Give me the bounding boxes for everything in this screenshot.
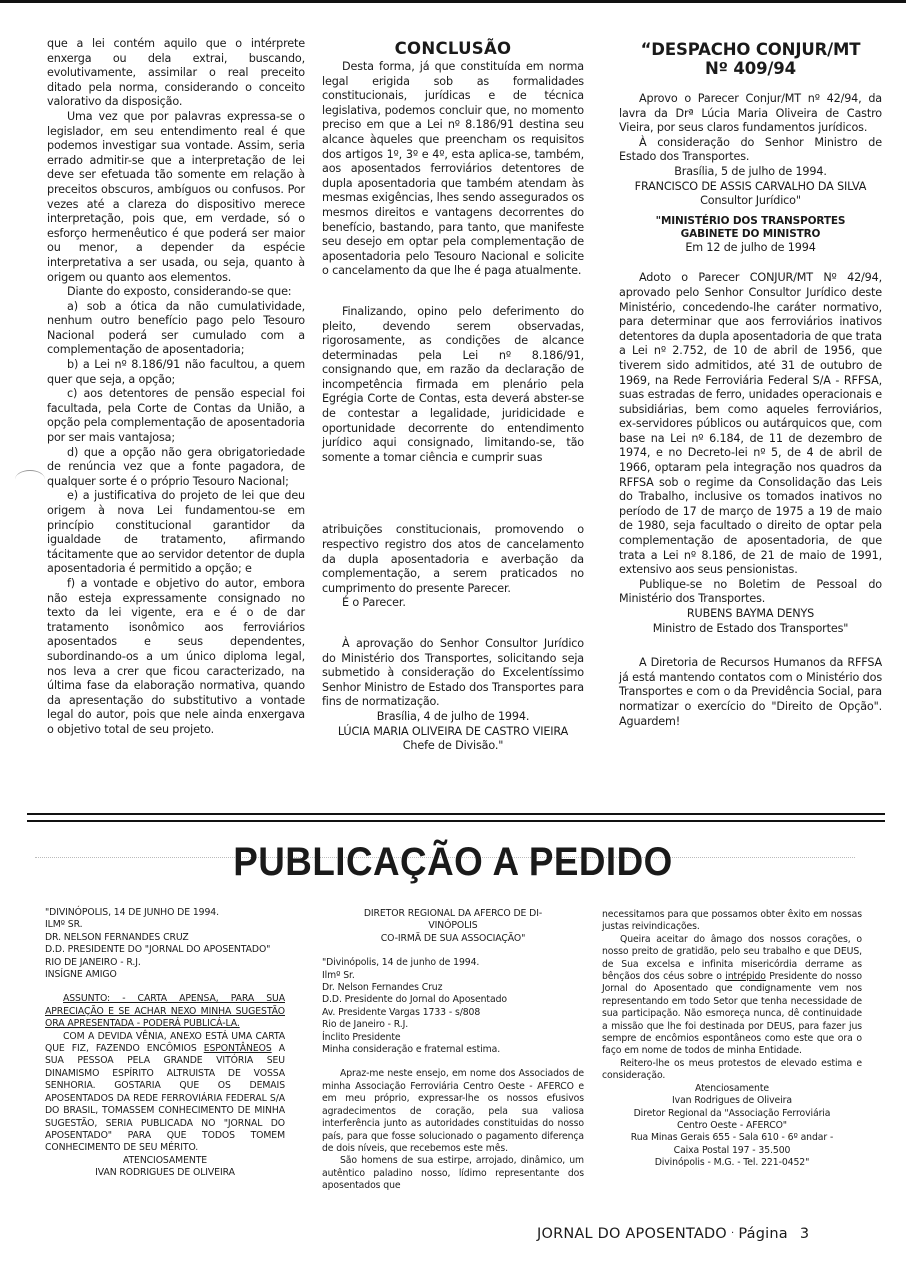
letter-header-line: Minha consideração e fraternal estima. xyxy=(322,1044,501,1056)
paragraph: À consideração do Senhor Ministro de Estado dos Transportes. xyxy=(619,135,882,164)
closing-line: Ivan Rodrigues de Oliveira xyxy=(672,1095,792,1107)
ministry-date: Em 12 de julho de 1994 xyxy=(685,240,816,254)
minister-name: RUBENS BAYMA DENYS xyxy=(686,607,815,620)
list-item-c: c) aos detentores de pensão especial foi facultada, pela Corte de Contas da União, a opção pela complementação de aposentadoria por ser mais vantajosa; xyxy=(47,387,305,445)
conclusion-heading: CONCLUSÃO xyxy=(394,39,512,58)
paragraph: necessitamos para que possamos obter êxito em nossas justas reivindicações. xyxy=(602,909,862,933)
closing-line: Centro Oeste - AFERCO" xyxy=(677,1119,787,1131)
signature-role: Consultor Jurídico" xyxy=(700,194,801,208)
letter-column-left xyxy=(45,907,285,1180)
paragraph: Publique-se no Boletim de Pessoal do Ministério dos Transportes. xyxy=(619,577,882,606)
letter-header-line: D.D. PRESIDENTE DO "JORNAL DO APOSENTADO" xyxy=(45,944,271,956)
article-column-right xyxy=(619,40,882,729)
signature-name: IVAN RODRIGUES DE OLIVEIRA xyxy=(95,1167,235,1179)
underlined-text: ESPONTÂNEOS xyxy=(203,1043,272,1055)
list-item-a: a) sob a ótica da não cumulatividade, nenhum outro benefício pago pelo Tesouro Nacional poderá ser cumulado com a complementação de aposentadoria; xyxy=(47,299,305,357)
paragraph: Adoto o Parecer CONJUR/MT Nº 42/94, aprovado pelo Senhor Consultor Jurídico deste Ministério, concedendo-lhe caráter normativo, para determinar que aos ferroviários inativos detentores da dupla aposentadoria de que trata a Lei nº 2.752, de 10 de abril de 1956, que tiverem sido admitidos, até 31 de outubro de 1969, na Rede Ferroviária Federal S/A - RFFSA, suas estradas de ferro, unidades operacionais e subsidiárias, bem como aqueles ferroviários, ex-servidores públicos ou autárquicos que, com base na Lei nº 6.184, de 11 de dezembro de 1974, e no Decreto-lei nº 5, de 4 de abril de 1966, optaram pela integração nos quadros da RFFSA sob o regime da Consolidação das Leis do Trabalho, inclusive os tomados inativos no período de 17 de março de 1975 a 19 de maio de 1980, seja facultado o direito de optar pela complementação de aposentadoria, de que trata a Lei nº 8.186, de 21 de maio de 1991, extensivo aos seus pensionistas. xyxy=(619,271,882,577)
minister-role: Ministro de Estado dos Transportes" xyxy=(652,621,849,635)
closing: ATENCIOSAMENTE xyxy=(122,1154,208,1166)
closing-line: Atenciosamente xyxy=(694,1082,769,1094)
heading-line: “DESPACHO CONJUR/MT xyxy=(640,40,861,59)
paper-mark xyxy=(15,470,45,489)
ministry-heading xyxy=(619,215,882,241)
paragraph: Uma vez que por palavras expressa-se o legislador, em seu entendimento real é que podemos investigar sua vontade. Assim, seria errado admitir-se que a interpretação de lei deve ser efetuada tão somente em relação à preceitos obscuros, ambíguos ou confusos. Por vezes até a clareza do dispositivo merece interpretação, pois que, em verdade, só o esforço hermenêutico é que poderá ser maior ou menor, a depender da espécie interpretativa a ser usada, ou seja, quanto à origem ou quanto aos elementos. xyxy=(47,109,305,284)
text-run: A SUA PESSOA PELA GRANDE VITÓRIA SEU DINAMISMO ESPÍRITO ALTRUISTA DE VOSSA SENHORIA. GOSTARIA QUE OS DEMAIS APOSENTADOS DA REDE FERROVIÁRIA FEDERAL S/A DO BRASIL, TOMASSEM CONHECIMENTO DE MINHA SUGESTÃO, SERIA PUBLICADA NO "JORNAL DO APOSENTADO" PARA QUE TODOS TOMEM CONHECIMENTO DE SEU MÉRITO. xyxy=(45,1043,285,1154)
paragraph: Finalizando, opino pelo deferimento do pleito, devendo serem observadas, rigorosamente, as condições de alcance determinadas pela Lei nº 8.186/91, consignando que, em razão da declaração de incompetência firmada em plenário pela Egrégia Corte de Contas, esta deverá abster-se de contestar a legalidade, juridicidade e oportunidade decorrente do entendimento jurídico aqui consignado, limitando-se, tão somente a tomar ciência e cumprir suas xyxy=(322,304,584,464)
paragraph: Diante do exposto, considerando-se que: xyxy=(67,285,292,299)
letter-header-line: "DIVINÓPOLIS, 14 DE JUNHO DE 1994. xyxy=(45,907,219,918)
list-item-f: f) a vontade e objetivo do autor, embora não esteja expressamente consignado no texto da lei vigente, era e é o de dar tratamento isonômico aos ferroviários aposentados e seus dependentes, subordinando-os a um único diploma legal, nos leva a crer que ficou caracterizado, na última fase da elaboração normativa, quando da apresentação do substitutivo a vontade legal do autor, pois que nele ainda enxergava o objetivo total de seu projeto. xyxy=(47,576,305,736)
heading-line: GABINETE DO MINISTRO xyxy=(680,227,821,240)
paragraph: São homens de sua estirpe, arrojado, dinâmico, um autêntico paladino nosso, lídimo representante dos aposentados que xyxy=(322,1155,584,1192)
page-label: Página xyxy=(738,1226,788,1242)
underlined-text: intrépido xyxy=(725,971,766,983)
text-run: COM A DEVIDA VÊNIA, ANEXO ESTÁ UMA CARTA QUE FIZ, FAZENDO ENCÔMIOS xyxy=(45,1030,285,1055)
text-run: Queira aceitar do âmago dos nossos corações, o nosso preito de gratidão, pelo seu trabalho e que DEUS, de Sua excelsa e infinita misericórdia derrame as bênçãos dos céus sobre o xyxy=(602,933,862,983)
paragraph xyxy=(602,934,862,1058)
paragraph: Desta forma, já que constituída em norma legal erigida sob as formalidades constitucionais, jurídicas e de técnica legislativa, podemos concluir que, no momento preciso em que a Lei nº 8.186/91 destina seu alcance àqueles que preencham os requisitos dos artigos 1º, 3º e 4º, esta aplica-se, também, aos aposentados ferroviários detentores de dupla aposentadoria que também atendam às mesmas exigências, lhes sendo assegurados os mesmos direitos e vantagens decorrentes do benefício, bastando, para tanto, que manifeste seu desejo em optar pela complementação de aposentadoria pelo Tesouro Nacional e solicite o cancelamento da que lhe é paga atualmente. xyxy=(322,60,584,278)
heading-line: "MINISTÉRIO DOS TRANSPORTES xyxy=(655,214,846,227)
letter-subject xyxy=(45,993,285,1030)
letter-header-line: "Divinópolis, 14 de junho de 1994. xyxy=(322,957,480,969)
letter-header-line: DR. NELSON FERNANDES CRUZ xyxy=(45,931,189,943)
footer-separator: · xyxy=(730,1228,735,1239)
letter-column-right xyxy=(602,909,862,1170)
subject-text: ASSUNTO: - CARTA APENSA, PARA SUA APRECIAÇÃO E SE ACHAR NEXO MINHA SUGESTÃO ORA APRESENTADA - PODERÁ PUBLICÁ-LA. xyxy=(45,993,285,1030)
closing-line: Caixa Postal 197 - 35.500 xyxy=(673,1144,791,1156)
section-divider xyxy=(27,820,885,822)
paragraph: que a lei contém aquilo que o intérprete enxerga ou dela extrai, buscando, evolutivamente, assimilar o real preceito ditado pela norma, considerando o conceito valorativo da disposição. xyxy=(47,37,305,109)
section-title: PUBLICAÇÃO A PEDIDO xyxy=(233,840,673,884)
letter-title-line: CO-IRMÃ DE SUA ASSOCIAÇÃO" xyxy=(380,932,526,944)
closing-line: Rua Minas Gerais 655 - Sala 610 - 6º andar - xyxy=(630,1132,834,1144)
paragraph: É o Parecer. xyxy=(342,596,406,610)
signature-date: Brasília, 4 de julho de 1994. xyxy=(376,709,530,723)
letter-header-line: Ilmº Sr. xyxy=(322,969,355,981)
top-border xyxy=(0,0,906,3)
letter-header-line: D.D. Presidente do Jornal do Aposentado xyxy=(322,994,507,1006)
page-number: 3 xyxy=(799,1226,810,1242)
section-divider xyxy=(27,813,885,815)
paragraph: A Diretoria de Recursos Humanos da RFFSA já está mantendo contatos com o Ministério dos Transportes e com o da Previdência Social, para normatizar o exercício do "Direito de Opção". Aguardem! xyxy=(619,656,882,728)
text-run: Presidente do nosso Jornal do Aposentado que condignamente vem nos representando em todo Setor que tenha necessidade de sua participação. Não esmoreça nunca, dê continuidade a missão que lhe foi destinada por DEUS, para fazer jus sempre de encômios espontâneos como este que ora o faço em nome de todos de minha Entidade. xyxy=(602,971,863,1057)
list-item-e: e) a justificativa do projeto de lei que deu origem à nova Lei fundamentou-se em princípio constitucional garantidor da igualdade de tratamento, afirmando tácitamente que ao servidor detentor de dupla aposentadoria é permitido a opção; e xyxy=(47,489,305,576)
letter-header-line: RIO DE JANEIRO - R.J. xyxy=(45,956,141,968)
paragraph: Apraz-me neste ensejo, em nome dos Associados de minha Associação Ferroviária Centro Oeste - AFERCO e em meu próprio, expressar-lhe os nossos efusivos agradecimentos de coração, pela sua valiosa interferência junto as autoridades constituidas do nosso país, para que fosse solucionado o pagamento diferença de dois níveis, que recebemos este mês. xyxy=(322,1068,584,1154)
paragraph: Aprovo o Parecer Conjur/MT nº 42/94, da lavra da Drª Lúcia Maria Oliveira de Castro Vieira, por seus claros fundamentos jurídicos. xyxy=(619,92,882,135)
closing-line: Divinópolis - M.G. - Tel. 221-0452" xyxy=(654,1157,810,1169)
letter-header-line: Ínclito Presidente xyxy=(322,1031,401,1043)
letter-column-middle xyxy=(322,908,584,1193)
signature-name: LÚCIA MARIA OLIVEIRA DE CASTRO VIEIRA xyxy=(337,724,569,738)
article-column-left xyxy=(47,37,305,738)
closing-line: Diretor Regional da "Associação Ferroviária xyxy=(633,1107,831,1119)
list-item-d: d) que a opção não gera obrigatoriedade de renúncia vez que a fonte pagadora, de qualquer sorte é o próprio Tesouro Nacional; xyxy=(47,445,305,488)
letter-header-line: INSÍGNE AMIGO xyxy=(45,969,117,981)
letter-header-line: ILMº SR. xyxy=(45,919,83,931)
signature-date: Brasília, 5 de julho de 1994. xyxy=(674,164,827,178)
signature-role: Chefe de Divisão." xyxy=(402,739,504,753)
letter-title-line: VINÓPOLIS xyxy=(428,920,478,932)
letter-header-line: Dr. Nelson Fernandes Cruz xyxy=(322,982,443,994)
signature-name: FRANCISCO DE ASSIS CARVALHO DA SILVA xyxy=(634,179,867,193)
list-item-b: b) a Lei nº 8.186/91 não facultou, a quem quer que seja, a opção; xyxy=(47,358,305,386)
paragraph: Reitero-lhe os meus protestos de elevado estima e consideração. xyxy=(602,1057,862,1082)
despacho-heading xyxy=(619,40,882,78)
publication-name: JORNAL DO APOSENTADO xyxy=(537,1226,727,1242)
paragraph xyxy=(45,1031,285,1155)
page-footer xyxy=(537,1226,809,1242)
letter-header-line: Av. Presidente Vargas 1733 - s/808 xyxy=(322,1006,481,1018)
letter-title-line: DIRETOR REGIONAL DA AFERCO DE DI- xyxy=(363,908,543,919)
paragraph: atribuições constitucionais, promovendo o respectivo registro dos atos de cancelamento da dupla aposentadoria e averbação da complementação, a serem praticados no cumprimento do presente Parecer. xyxy=(322,523,584,595)
article-column-middle xyxy=(322,40,584,754)
letter-header-line: Rio de Janeiro - R.J. xyxy=(322,1019,409,1031)
heading-line: Nº 409/94 xyxy=(705,59,796,78)
paragraph: À aprovação do Senhor Consultor Jurídico do Ministério dos Transportes, solicitando seja submetido à consideração do Excelentíssimo Senhor Ministro de Estado dos Transportes para fins de normatização. xyxy=(322,637,584,709)
